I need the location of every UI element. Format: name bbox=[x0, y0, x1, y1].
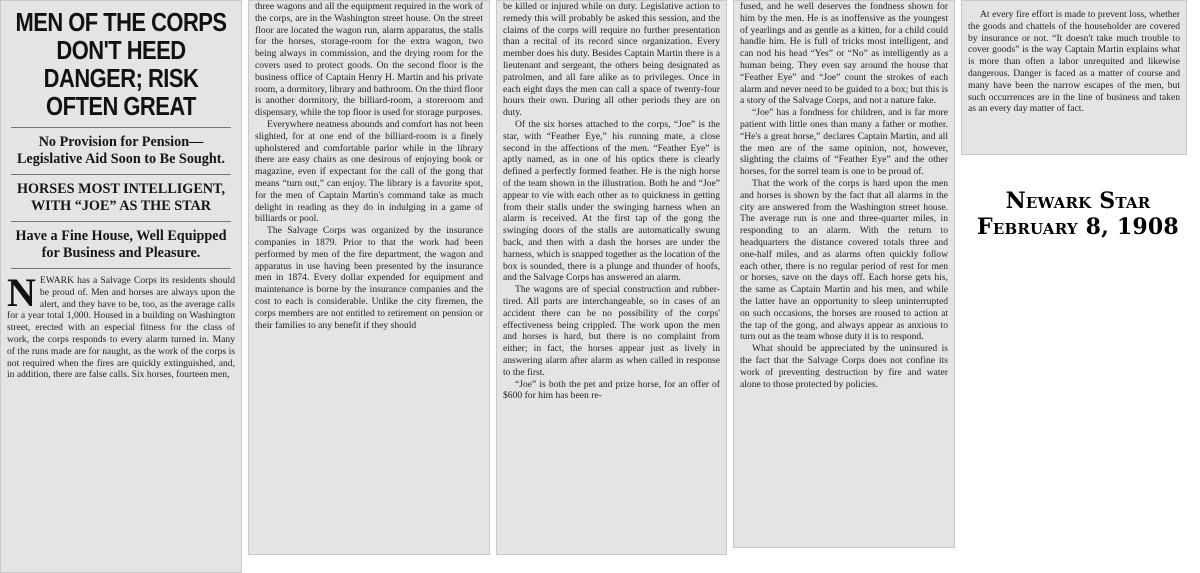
headline-rule bbox=[11, 127, 231, 128]
paragraph: Of the six horses attached to the corps, “Joe” is the star, with “Feather Eye,” his running mate, a close second in the affections of the men. “Feather Eye” is aptly named, as in one of his optics there is clearly defined a perfectly formed feather. He is the nigh horse of the team shown in the illustration. Both he and “Joe” appear to vie with each other as to quickness in getting from their stalls under the swinging harness when an alarm is received. At the first tap of the gong the swinging doors of the stalls are automatically swung back, and then with a dash the horses are under the harness, which is snapped together as the location of the box is sounded, there is a plunge and thunder of hoofs, and the Salvage Corps has answered an alarm. bbox=[503, 118, 720, 284]
paragraph: three wagons and all the equipment required in the work of the corps, are in the Washington street house. On the street floor are located the wagon run, alarm apparatus, the stalls for the horses, storage-room for the extra wagon, two being always in commission, and the drying room for the covers used to protect goods. On the second floor is the business office of Captain Henry H. Martin and his private room, a dormitory, library and bathroom. On the third floor is another dormitory, the billiard-room, a storeroom and dispensary, while the top floor is used for storage purposes. bbox=[255, 1, 483, 119]
paragraph: “Joe” is both the pet and prize horse, for an offer of $600 for him has been re- bbox=[503, 378, 720, 402]
paragraph: be killed or injured while on duty. Legislative action to remedy this will probably be asked this session, and the claims of the corps will require no further presentation than a recital of its record since organization. Every member does his duty. Besides Captain Martin there is a lieutenant and sergeant, the others being designated as patrolmen, and all fare alike as to privileges. Once in each eight days the men can call a space of twenty-four hours their own. During all other periods they are on duty. bbox=[503, 1, 720, 119]
opening-paragraph bbox=[1, 270, 241, 381]
paragraph: The Salvage Corps was organized by the insurance companies in 1879. Prior to that the work had been performed by men of the fire department, the wagon and apparatus in use having been presented by the insurance men in 1874. Every dollar expended for equipment and maintenance is borne by the insurance companies and the cost to each is considerable. Unlike the city firemen, the corps members are not entitled to retirement on pension or their families to any benefit if they should bbox=[255, 225, 483, 331]
article-column-2 bbox=[248, 0, 490, 555]
paragraph: fused, and he well deserves the fondness shown for him by the men. He is as inoffensive as the youngest of yearlings and as gentle as a kitten, for a child could handle him. He is full of tricks most intelligent, and can nod his head “Yes” or “No” as intelligently as a human being. They even say around the house that “Feather Eye” and “Joe” count the strokes of each alarm and never need to be guided to a box; but this is a story of the Salvage Corps, and not a nature fake. bbox=[740, 1, 948, 107]
deck-pension: No Provision for Pension—Legislative Aid Soon to Be Sought. bbox=[16, 134, 226, 167]
article-column-3 bbox=[496, 0, 727, 555]
deck-rule-3 bbox=[11, 268, 231, 269]
deck-rule-1 bbox=[11, 174, 231, 175]
publication-name: Newark Star bbox=[1005, 188, 1151, 214]
article-column-1 bbox=[0, 0, 242, 573]
opening-paragraph-text: EWARK has a Salvage Corps its residents should be proud of. Men and horses are always upon the alert, and they have to be, too, as the average calls for a year total 1,000. Housed in a building on Washington street, erected with an especial fitness for the class of work, the corps responds to every alarm turned in. Many of the runs made are for naught, as the work of the corps is not required when the fires are quickly extinguished, and, in addition, there are false calls. Six horses, fourteen men, bbox=[7, 275, 235, 381]
deck-rule-2 bbox=[11, 221, 231, 222]
article-column-4 bbox=[733, 0, 955, 548]
publication-date: February 8, 1908 bbox=[977, 214, 1179, 240]
drop-cap: N bbox=[7, 270, 36, 315]
paragraph: At every fire effort is made to prevent loss, whether the goods and chattels of the householder are covered by insurance or not. “It doesn't take much trouble to cover goods” is the way Captain Martin explains what is more than often a labor unrequited and likewise dangerous. Danger is faced as a matter of course and many have been the narrow escapes of the men, but such occurrences are in the line of business and taken as an every day matter of fact. bbox=[968, 9, 1180, 115]
article-headline: MEN OF THE CORPS DON'T HEED DANGER; RISK OFTEN GREAT bbox=[15, 9, 227, 121]
paragraph: The wagons are of special construction and rubber-tired. All parts are interchangeable, so in cases of an accident there can be no possibility of the corps' effectiveness being crippled. The work upon the men and horses is hard, but there is no complaint from either; in fact, the horses appear just as lively in answering alarm after alarm as when called in response to the first. bbox=[503, 284, 720, 378]
paragraph: That the work of the corps is hard upon the men and horses is shown by the fact that all alarms in the city are answered from the Washington street house. The average run is one and three-quarter miles, in responding to an alarm. With the return to headquarters the distance covered totals three and one-half miles, and as alarms often quickly follow each other, there is no regular period of rest for men or horses, save on the days off. Each horse gets his, the same as Captain Martin and his men, and while the latter have an opportunity to sleep uninterrupted on such occasions, the horses are roused to action at the tap of the gong, and always appear as anxious to turn out as the team whose duty it is to respond. bbox=[740, 177, 948, 343]
source-caption bbox=[958, 188, 1198, 240]
deck-house: Have a Fine House, Well Equipped for Business and Pleasure. bbox=[15, 228, 227, 261]
paragraph: Everywhere neatness abounds and comfort has not been slighted, for at one end of the billiard-room is a finely upholstered and comfortable parlor while in the library there are easy chairs as one desirous of enjoying book or magazine, even if expectant for the call of the gong that means “turn out,” can enjoy. The library is a favorite spot, for the men of Captain Martin's command take as much delight in reading as they do in indulging in a game of billiards or pool. bbox=[255, 118, 483, 225]
paragraph: What should be appreciated by the uninsured is the fact that the Salvage Corps does not confine its work of preventing destruction by fire and water alone to those protected by policies. bbox=[740, 343, 948, 390]
deck-horses: HORSES MOST INTELLIGENT, WITH “JOE” AS THE STAR bbox=[16, 181, 226, 214]
article-column-5 bbox=[961, 0, 1187, 155]
paragraph: “Joe” has a fondness for children, and is far more patient with little ones than many a father or mother. “He's a great horse,” declares Captain Martin, and all the men are of the same opinion, not, however, slighting the claims of “Feather Eye” and the other horses, for the sorrel team is one to be proud of. bbox=[740, 107, 948, 178]
